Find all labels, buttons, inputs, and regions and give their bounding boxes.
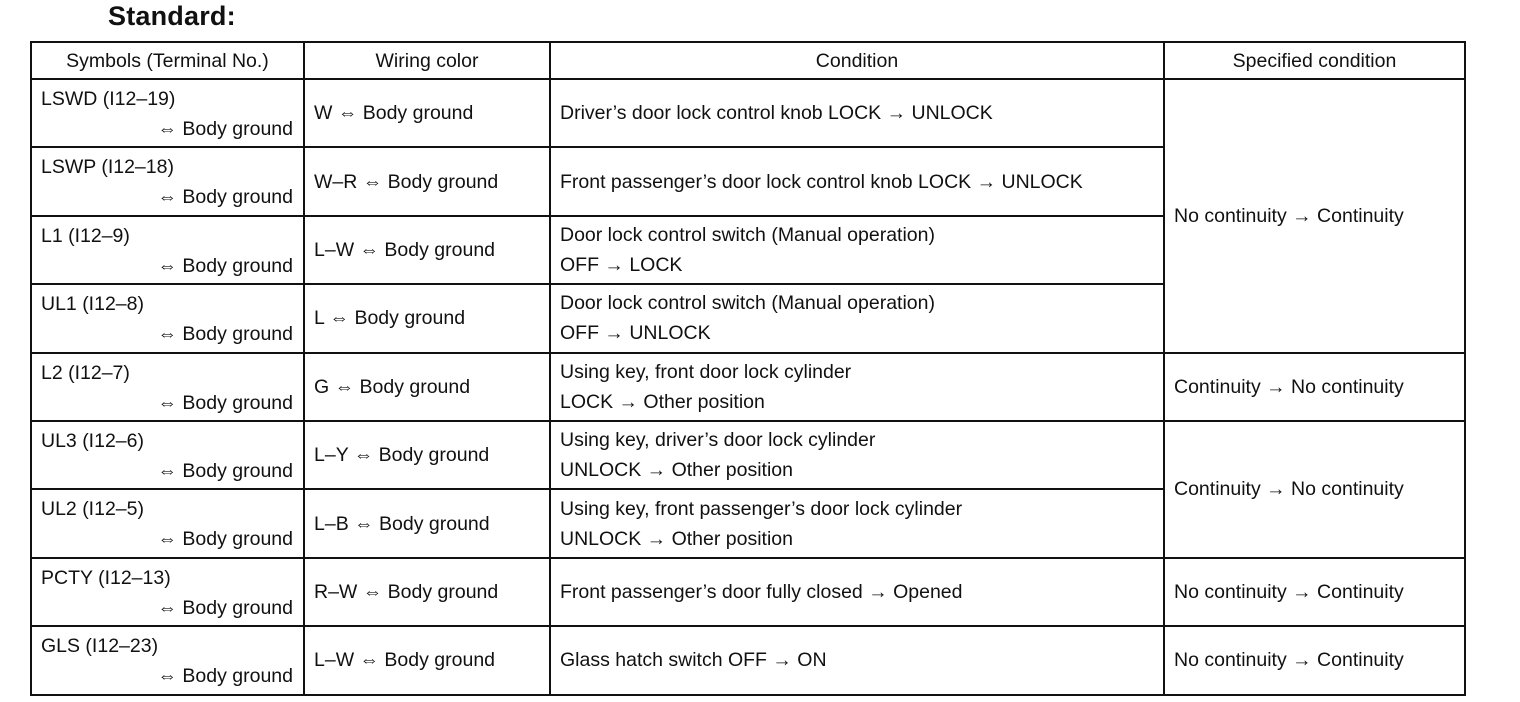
terminal-symbol: UL1 (I12–8) bbox=[41, 293, 144, 316]
symbol-cell bbox=[31, 353, 304, 421]
condition-line: Driver’s door lock control knob LOCK → UNLOCK bbox=[560, 102, 993, 125]
condition-line: UNLOCK → Other position bbox=[560, 527, 794, 550]
standard-spec-table bbox=[30, 41, 1466, 696]
terminal-symbol: L1 (I12–9) bbox=[41, 224, 130, 247]
terminal-symbol: UL3 (I12–6) bbox=[41, 429, 144, 452]
symbol-cell bbox=[31, 489, 304, 557]
table-row bbox=[31, 79, 1465, 147]
condition-line: LOCK → Other position bbox=[560, 390, 765, 413]
condition-cell bbox=[550, 216, 1164, 284]
condition-line: OFF → LOCK bbox=[560, 253, 683, 276]
condition-cell bbox=[550, 353, 1164, 421]
condition-line: Door lock control switch (Manual operation) bbox=[560, 223, 935, 246]
condition-line: Front passenger’s door lock control knob LOCK → UNLOCK bbox=[560, 170, 1083, 193]
condition-cell bbox=[550, 489, 1164, 557]
header-specified-condition: Specified condition bbox=[1164, 42, 1465, 79]
table-header-row bbox=[31, 42, 1465, 79]
terminal-ground: ⇔ Body ground bbox=[157, 186, 293, 209]
wiring-color-cell: L ⇔ Body ground bbox=[304, 284, 550, 352]
symbol-cell bbox=[31, 558, 304, 626]
wiring-color-cell: L–W ⇔ Body ground bbox=[304, 216, 550, 284]
terminal-symbol: LSWP (I12–18) bbox=[41, 156, 174, 179]
condition-cell bbox=[550, 284, 1164, 352]
symbol-cell bbox=[31, 626, 304, 694]
wiring-color-cell: L–B ⇔ Body ground bbox=[304, 489, 550, 557]
condition-line: OFF → UNLOCK bbox=[560, 322, 711, 345]
terminal-symbol: GLS (I12–23) bbox=[41, 635, 159, 658]
table-row bbox=[31, 626, 1465, 694]
condition-line: Using key, front door lock cylinder bbox=[560, 360, 852, 383]
symbol-cell bbox=[31, 147, 304, 215]
header-condition: Condition bbox=[550, 42, 1164, 79]
table-row bbox=[31, 353, 1465, 421]
condition-cell bbox=[550, 421, 1164, 489]
terminal-ground: ⇔ Body ground bbox=[157, 596, 293, 619]
condition-cell bbox=[550, 558, 1164, 626]
wiring-color-cell: W ⇔ Body ground bbox=[304, 79, 550, 147]
terminal-ground: ⇔ Body ground bbox=[157, 391, 293, 414]
wiring-color-cell: W–R ⇔ Body ground bbox=[304, 147, 550, 215]
wiring-color-cell: G ⇔ Body ground bbox=[304, 353, 550, 421]
header-wiring-color: Wiring color bbox=[304, 42, 550, 79]
symbol-cell bbox=[31, 79, 304, 147]
condition-cell bbox=[550, 79, 1164, 147]
specified-condition-cell: No continuity → Continuity bbox=[1164, 79, 1465, 353]
condition-line: Using key, driver’s door lock cylinder bbox=[560, 429, 876, 452]
terminal-symbol: L2 (I12–7) bbox=[41, 361, 130, 384]
wiring-color-cell: L–W ⇔ Body ground bbox=[304, 626, 550, 694]
condition-cell bbox=[550, 147, 1164, 215]
terminal-ground: ⇔ Body ground bbox=[157, 528, 293, 551]
header-symbols: Symbols (Terminal No.) bbox=[31, 42, 304, 79]
condition-line: Door lock control switch (Manual operation) bbox=[560, 292, 935, 315]
specified-condition-cell: Continuity → No continuity bbox=[1164, 353, 1465, 421]
condition-line: Glass hatch switch OFF → ON bbox=[560, 649, 827, 672]
terminal-symbol: UL2 (I12–5) bbox=[41, 498, 144, 521]
condition-line: Using key, front passenger’s door lock cylinder bbox=[560, 497, 963, 520]
terminal-ground: ⇔ Body ground bbox=[157, 254, 293, 277]
condition-line: UNLOCK → Other position bbox=[560, 459, 794, 482]
symbol-cell bbox=[31, 284, 304, 352]
specified-condition-cell: No continuity → Continuity bbox=[1164, 558, 1465, 626]
table-row bbox=[31, 558, 1465, 626]
wiring-color-cell: R–W ⇔ Body ground bbox=[304, 558, 550, 626]
terminal-ground: ⇔ Body ground bbox=[157, 459, 293, 482]
terminal-symbol: LSWD (I12–19) bbox=[41, 88, 176, 110]
page-title: Standard: bbox=[108, 1, 236, 31]
condition-line: Front passenger’s door fully closed → Opened bbox=[560, 580, 963, 603]
specified-condition-cell: Continuity → No continuity bbox=[1164, 421, 1465, 558]
symbol-cell bbox=[31, 421, 304, 489]
terminal-symbol: PCTY (I12–13) bbox=[41, 566, 171, 589]
specified-condition-cell: No continuity → Continuity bbox=[1164, 626, 1465, 694]
terminal-ground: ⇔ Body ground bbox=[157, 118, 293, 140]
table-row bbox=[31, 421, 1465, 489]
terminal-ground: ⇔ Body ground bbox=[157, 665, 293, 688]
terminal-ground: ⇔ Body ground bbox=[157, 323, 293, 346]
wiring-color-cell: L–Y ⇔ Body ground bbox=[304, 421, 550, 489]
condition-cell bbox=[550, 626, 1164, 694]
symbol-cell bbox=[31, 216, 304, 284]
